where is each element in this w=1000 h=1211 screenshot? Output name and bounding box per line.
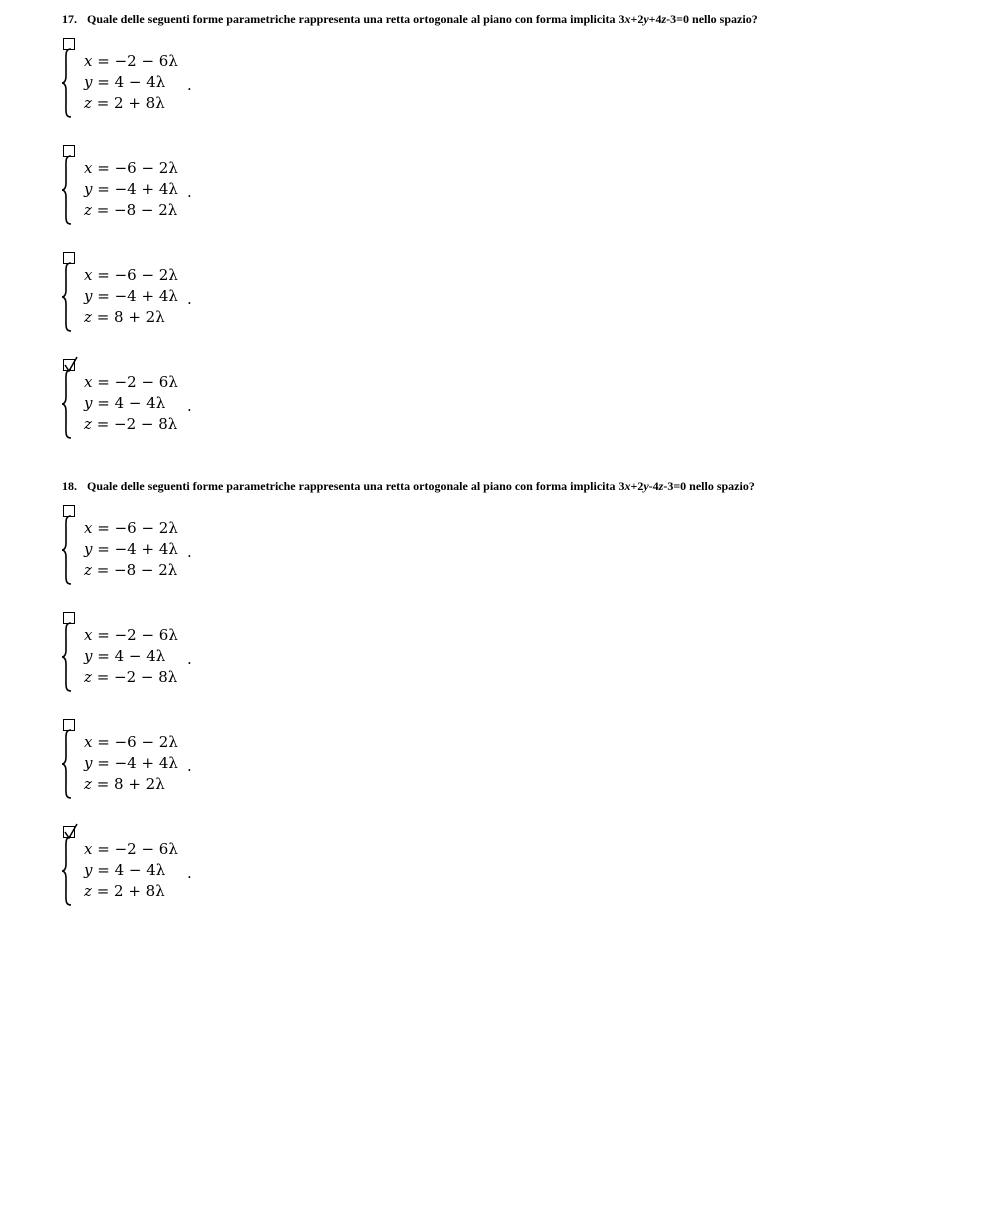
eq-var-z: z <box>661 12 667 26</box>
question-17 <box>62 12 962 433</box>
system-terminator: . <box>187 76 192 94</box>
eq-coef: +2 <box>630 479 644 493</box>
answer-option-3 <box>62 719 262 809</box>
equation-z: z = −8 − 2λ <box>84 561 178 579</box>
equation-x: x = −2 − 6λ <box>84 626 178 644</box>
equation-x: x = −6 − 2λ <box>84 733 178 751</box>
eq-var-x: x <box>624 479 631 493</box>
equation-z: z = 2 + 8λ <box>84 882 165 900</box>
equation-x: x = −6 − 2λ <box>84 266 178 284</box>
answer-option-4 <box>62 359 262 449</box>
equation-y: y = −4 + 4λ <box>84 287 178 305</box>
question-18 <box>62 479 962 900</box>
equation-z: z = 8 + 2λ <box>84 308 165 326</box>
answer-option-1 <box>62 38 262 128</box>
question-title <box>62 12 962 26</box>
question-text: Quale delle seguenti forme parametriche rappresenta una retta ortogonale al piano con forma implicita 3 <box>87 12 625 26</box>
question-text: Quale delle seguenti forme parametriche rappresenta una retta ortogonale al piano con forma implicita 3 <box>87 479 625 493</box>
equation-x: x = −2 − 6λ <box>84 840 178 858</box>
system-terminator: . <box>187 397 192 415</box>
left-brace-icon <box>61 515 73 585</box>
left-brace-icon <box>61 836 73 906</box>
left-brace-icon <box>61 262 73 332</box>
equation-x: x = −6 − 2λ <box>84 159 178 177</box>
equation-z: z = 2 + 8λ <box>84 94 165 112</box>
equation-x: x = −2 − 6λ <box>84 373 178 391</box>
eq-var-y: y <box>643 479 649 493</box>
left-brace-icon <box>61 155 73 225</box>
equation-x: x = −2 − 6λ <box>84 52 178 70</box>
question-number: 17. <box>62 12 77 26</box>
equation-y: y = 4 − 4λ <box>84 394 166 412</box>
answer-option-2 <box>62 612 262 702</box>
eq-coef: -4 <box>648 479 659 493</box>
system-terminator: . <box>187 290 192 308</box>
system-terminator: . <box>187 864 192 882</box>
equation-y: y = −4 + 4λ <box>84 754 178 772</box>
equation-z: z = −8 − 2λ <box>84 201 178 219</box>
left-brace-icon <box>61 729 73 799</box>
question-text-end: nello spazio? <box>689 12 758 26</box>
question-number: 18. <box>62 479 77 493</box>
system-terminator: . <box>187 543 192 561</box>
eq-const: -3=0 <box>663 479 687 493</box>
system-terminator: . <box>187 650 192 668</box>
eq-var-z: z <box>658 479 664 493</box>
eq-const: -3=0 <box>666 12 690 26</box>
answer-option-2 <box>62 145 262 235</box>
question-title <box>62 479 962 493</box>
equation-z: z = 8 + 2λ <box>84 775 165 793</box>
left-brace-icon <box>61 48 73 118</box>
question-text-end: nello spazio? <box>686 479 755 493</box>
equation-z: z = −2 − 8λ <box>84 668 178 686</box>
equation-y: y = 4 − 4λ <box>84 73 166 91</box>
eq-coef: +2 <box>630 12 644 26</box>
answer-option-1 <box>62 505 262 595</box>
equation-x: x = −6 − 2λ <box>84 519 178 537</box>
eq-var-x: x <box>624 12 631 26</box>
system-terminator: . <box>187 183 192 201</box>
eq-var-y: y <box>643 12 649 26</box>
left-brace-icon <box>61 622 73 692</box>
answer-option-4 <box>62 826 262 916</box>
equation-z: z = −2 − 8λ <box>84 415 178 433</box>
equation-y: y = −4 + 4λ <box>84 540 178 558</box>
system-terminator: . <box>187 757 192 775</box>
equation-y: y = 4 − 4λ <box>84 861 166 879</box>
eq-coef: +4 <box>648 12 662 26</box>
answer-option-3 <box>62 252 262 342</box>
equation-y: y = 4 − 4λ <box>84 647 166 665</box>
left-brace-icon <box>61 369 73 439</box>
equation-y: y = −4 + 4λ <box>84 180 178 198</box>
